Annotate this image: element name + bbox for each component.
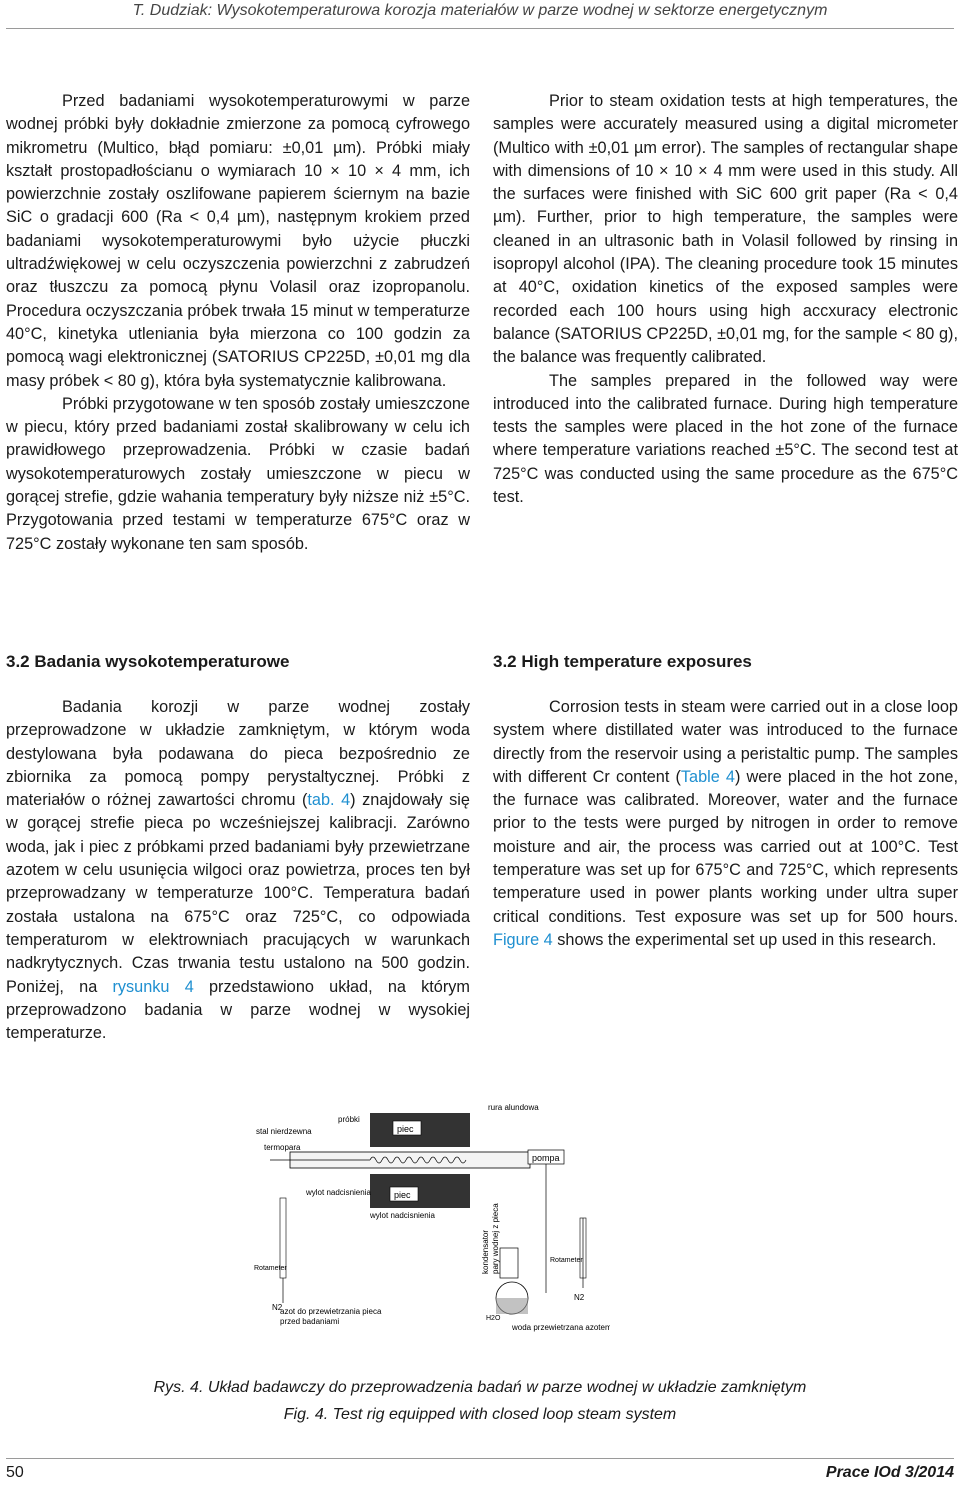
piec-top-label: piec	[397, 1124, 414, 1134]
h2o-label: H2O	[486, 1315, 501, 1322]
figure-caption-pl: Rys. 4. Układ badawczy do przeprowadzenia badań w parze wodnej w układzie zamkniętym	[153, 1379, 807, 1396]
test-rig-diagram	[250, 1088, 610, 1338]
table-4-link-en[interactable]: Table 4	[680, 767, 735, 786]
stainless-steel-label: stal nierdzewna	[256, 1127, 312, 1136]
nitrogen-purge-label-1: azot do przewietrzania pieca	[280, 1307, 382, 1316]
samples-label: próbki	[338, 1115, 360, 1124]
condenser-label-2: pary wodnej z pieca	[491, 1203, 500, 1274]
left-column-bottom	[6, 696, 470, 1045]
n2-right-label: N2	[574, 1293, 585, 1302]
piec-bottom-label: piec	[394, 1190, 411, 1200]
test-rig-figure	[250, 1088, 610, 1338]
nitrogen-purge-label-2: przed badaniami	[280, 1317, 340, 1326]
running-header: T. Dudziak: Wysokotemperaturowa korozja materiałów w parze wodnej w sektorze energetycznym	[132, 2, 828, 19]
thermocouple-label: termopara	[264, 1143, 301, 1152]
rotameter-right-label: Rotameter	[550, 1257, 583, 1264]
table-4-link-pl[interactable]: tab. 4	[307, 791, 351, 810]
alumina-tube-label: rura alundowa	[488, 1103, 539, 1112]
right-paragraph-3: Corrosion tests in steam were carried out in a close loop system where distillated water was introduced to the furnace directly from the reservoir using a peristaltic pump. The samples with different Cr content (Table 4) were placed in the hot zone, the furnace was calibrated. Moreover, water and the furnace prior to the tests were purged by nitrogen in order to remove moisture and air, the process was carried out at 100°C. Test temperature was set up for 675°C and 725°C, which represents temperature used in power plants working under ultra super critical conditions. Test exposure was set up for 500 hours. Figure 4 shows the experimental set up used in this research.	[493, 698, 958, 949]
right-column-bottom	[493, 696, 958, 952]
footer-divider	[6, 1458, 954, 1459]
figure-4-link-en[interactable]: Figure 4	[493, 930, 553, 949]
purged-water-label: woda przewietrzana azotem	[512, 1323, 610, 1332]
right-paragraph-2: The samples prepared in the followed way were introduced into the calibrated furnace. During high temperature tests the samples were placed in the hot zone of the furnace where temperature variations reached ±5°C. The second test at 725°C was conducted using the same procedure as the 675°C test.	[493, 371, 958, 507]
reservoir-water	[496, 1298, 528, 1314]
overpressure-outlet-1-label: wylot nadcisnienia	[306, 1188, 371, 1197]
left-column-top	[6, 90, 470, 556]
rotameter-left-label: Rotameter	[254, 1265, 287, 1272]
journal-name: Prace IOd 3/2014	[825, 1464, 954, 1481]
figure-caption-en: Fig. 4. Test rig equipped with closed loop steam system	[283, 1406, 677, 1423]
condenser-label-1: kondensator	[481, 1229, 490, 1274]
left-paragraph-1: Przed badaniami wysokotemperaturowymi w parze wodnej próbki były dokładnie zmierzone za pomocą cyfrowego mikrometru (Multico, błąd pomiaru: ±0,01 µm). Próbki miały kształt prostopadłościanu o wymiarach 10 × 10 × 4 mm, ich powierzchnie zostały oszlifowane papierem ściernym na bazie SiC o gradacji 600 (Ra < 0,4 µm), następnym krokiem przed badaniami wysokotemperaturowymi było użycie płuczki ultradźwiękowej w celu oczyszczenia powierzchni z zabrudzeń oraz tłuszczu za pomocą płynu Volasil oraz izopropanolu. Procedura oczyszczania próbek trwała 15 minut w temperaturze 40°C, kinetyka utleniania była mierzona co 100 godzin za pomocą wagi elektronicznej (SATORIUS CP225D, ±0,01 mg dla masy próbek < 80 g), która była systematycznie kalibrowana.	[6, 92, 470, 390]
section-title-pl: 3.2 Badania wysokotemperaturowe	[6, 652, 290, 671]
n2-left-label: N2	[272, 1303, 283, 1312]
page-number: 50	[6, 1464, 24, 1481]
header-divider	[6, 28, 954, 29]
left-paragraph-2: Próbki przygotowane w ten sposób zostały umieszczone w piecu, który przed badaniami został skalibrowany w celu ich prawidłowego przeprowadzenia. Próbki w czasie badań wysokotemperaturowych zostały umieszczone w piecu w gorącej strefie, gdzie wahania temperatury były niższe niż ±5°C. Przygotowania przed testami w temperaturze 675°C oraz w 725°C zostały wykonane ten sam sposób.	[6, 394, 470, 553]
condenser-box	[500, 1248, 518, 1278]
right-column-top	[493, 90, 958, 509]
left-paragraph-3: Badania korozji w parze wodnej zostały przeprowadzone w układzie zamkniętym, w którym woda destylowana była podawana do pieca bezpośrednio ze zbiornika za pomocą pompy perystaltycznej. Próbki z materiałów o różnej zawartości chromu (tab. 4) znajdowały się w gorącej strefie pieca po wcześniejszej kalibracji. Zarówno woda, jak i piec z próbkami przed badaniami były przewietrzane azotem w celu usunięcia wilgoci oraz powietrza, proces ten był przeprowadzany w temperaturze 100°C. Temperatura badań została ustalona na 675°C oraz 725°C, co odpowiada temperaturom w elektrowniach pracujących w warunkach nadkrytycznych. Czas trwania testu ustalono na 500 godzin. Poniżej, na rysunku 4 przedstawiono układ, na którym przeprowadzono badania w parze wodnej w wysokiej temperaturze.	[6, 698, 470, 1043]
pump-label: pompa	[532, 1153, 560, 1163]
figure-4-link-pl[interactable]: rysunku 4	[112, 977, 194, 996]
overpressure-outlet-2-label: wylot nadcisnienia	[370, 1211, 435, 1220]
right-paragraph-1: Prior to steam oxidation tests at high temperatures, the samples were accurately measured using a digital micrometer (Multico with ±0,01 µm error). The samples of rectangular shape with dimensions of 10 × 10 × 4 mm were used in this study. All the surfaces were finished with SiC 600 grit paper (Ra < 0,4 µm). Further, prior to high temperature, the samples were cleaned in an ultrasonic bath in Volasil followed by rinsing in isopropyl alcohol (IPA). The cleaning procedure took 15 minutes at 40°C, oxidation kinetics of the exposed samples were recorded each 100 hours using high accxuracy electronic balance (SATORIUS CP225D, ±0,01 mg, for the sample < 80 g), the balance was frequently calibrated.	[493, 92, 958, 367]
furnace-bottom	[370, 1174, 470, 1208]
section-title-en: 3.2 High temperature exposures	[493, 652, 752, 671]
